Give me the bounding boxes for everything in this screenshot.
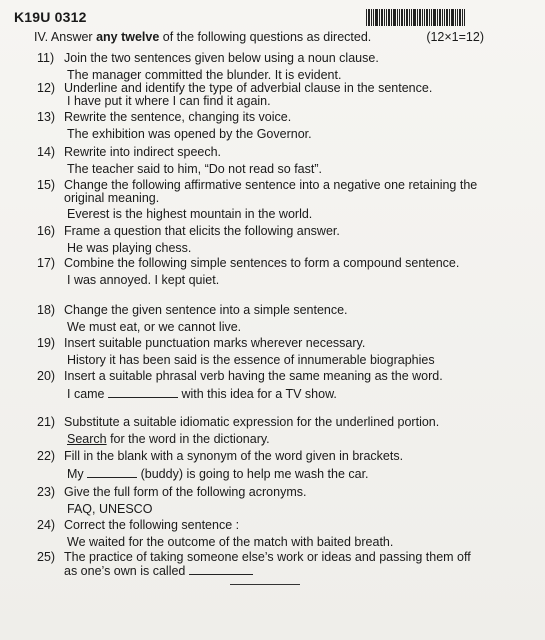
question-number: 20) xyxy=(37,369,56,383)
barcode-bar xyxy=(457,9,458,26)
example-post: for the word in the dictionary. xyxy=(106,431,270,446)
question-23 xyxy=(37,485,484,516)
question-example: The exhibition was opened by the Governor. xyxy=(67,126,312,141)
question-text xyxy=(64,551,484,577)
barcode-bar xyxy=(451,9,454,26)
barcode-bar xyxy=(464,9,465,26)
barcode-bar xyxy=(449,9,450,26)
barcode-bar xyxy=(404,9,405,26)
question-number: 13) xyxy=(37,110,56,124)
barcode-bar xyxy=(433,9,436,26)
question-text: Correct the following sentence : xyxy=(64,518,240,532)
barcode-bar xyxy=(424,9,425,26)
question-example: I have put it where I can find it again. xyxy=(67,93,271,108)
question-text: Rewrite the sentence, changing its voice. xyxy=(64,110,292,124)
question-25 xyxy=(37,550,484,578)
example-post: with this idea for a TV show. xyxy=(178,386,337,401)
question-number: 19) xyxy=(37,336,56,350)
end-rule xyxy=(230,584,300,585)
barcode-bar xyxy=(399,9,400,26)
question-21 xyxy=(37,415,484,446)
question-20 xyxy=(37,369,484,401)
question-11 xyxy=(37,51,484,82)
barcode-bar xyxy=(417,9,418,26)
question-number: 14) xyxy=(37,145,56,159)
barcode-bar xyxy=(375,9,378,26)
question-number: 12) xyxy=(37,81,56,95)
barcode-bar xyxy=(444,9,445,26)
barcode-bar xyxy=(401,9,403,26)
question-25-text: The practice of taking someone else’s work or ideas and passing them off as one’s own is called xyxy=(64,550,471,578)
question-example: FAQ, UNESCO xyxy=(67,501,153,516)
question-15 xyxy=(37,178,484,221)
section-heading xyxy=(34,30,484,44)
barcode-bar xyxy=(368,9,370,26)
barcode-bar xyxy=(411,9,412,26)
question-example xyxy=(67,433,484,446)
question-number: 15) xyxy=(37,178,56,192)
barcode-bar xyxy=(442,9,443,26)
question-example: The manager committed the blunder. It is evident. xyxy=(67,67,342,82)
section-instruction-bold: any twelve xyxy=(96,30,160,44)
question-number: 23) xyxy=(37,485,56,499)
question-example: History it has been said is the essence of innumerable biographies xyxy=(67,352,435,367)
question-text: Fill in the blank with a synonym of the word given in brackets. xyxy=(64,449,404,463)
barcode-bar xyxy=(391,9,392,26)
example-pre: My xyxy=(67,466,88,481)
question-example: The teacher said to him, “Do not read so fast”. xyxy=(67,161,322,176)
question-19 xyxy=(37,336,484,367)
barcode-bar xyxy=(373,9,374,26)
barcode-bar xyxy=(384,9,385,26)
question-17 xyxy=(37,256,484,287)
question-text: Rewrite into indirect speech. xyxy=(64,145,222,159)
section-marks: (12×1=12) xyxy=(426,30,484,44)
question-text: Combine the following simple sentences to form a compound sentence. xyxy=(64,256,460,270)
question-text: Underline and identify the type of adverbial clause in the sentence. xyxy=(64,81,433,95)
barcode xyxy=(366,9,478,26)
barcode-bar xyxy=(406,9,408,26)
question-24 xyxy=(37,518,484,549)
question-number: 11) xyxy=(37,51,55,65)
question-13 xyxy=(37,110,484,141)
barcode-bar xyxy=(426,9,428,26)
question-text: Change the following affirmative sentence into a negative one retaining the original meaning. xyxy=(64,178,478,205)
question-number: 16) xyxy=(37,224,56,238)
question-16 xyxy=(37,224,484,255)
barcode-bar xyxy=(459,9,461,26)
paper-code: K19U 0312 xyxy=(14,9,87,25)
question-example xyxy=(67,467,484,481)
barcode-bar xyxy=(419,9,421,26)
question-18 xyxy=(37,303,484,334)
question-22 xyxy=(37,449,484,481)
barcode-bar xyxy=(413,9,416,26)
barcode-bar xyxy=(462,9,463,26)
answer-blank xyxy=(189,564,253,575)
section-instruction-pre: IV. Answer xyxy=(34,30,97,44)
barcode-bar xyxy=(422,9,423,26)
question-number: 18) xyxy=(37,303,56,317)
question-example: We waited for the outcome of the match with baited breath. xyxy=(67,534,394,549)
question-text: Insert a suitable phrasal verb having the same meaning as the word. xyxy=(64,369,443,383)
barcode-bar xyxy=(381,9,383,26)
barcode-bar xyxy=(371,9,372,26)
question-text: Give the full form of the following acronyms. xyxy=(64,485,307,499)
barcode-bar xyxy=(446,9,448,26)
answer-blank xyxy=(108,387,178,398)
question-example: Everest is the highest mountain in the world. xyxy=(67,207,313,221)
question-12 xyxy=(37,81,484,108)
question-text: Insert suitable punctuation marks wherever necessary. xyxy=(64,336,366,350)
barcode-bar xyxy=(429,9,430,26)
question-example xyxy=(67,387,484,401)
question-example: We must eat, or we cannot live. xyxy=(67,319,242,334)
example-post: (buddy) is going to help me wash the car. xyxy=(137,466,369,481)
barcode-bar xyxy=(437,9,438,26)
question-number: 22) xyxy=(37,449,56,463)
question-14 xyxy=(37,145,484,176)
question-number: 21) xyxy=(37,415,56,429)
barcode-bar xyxy=(431,9,432,26)
barcode-bar xyxy=(366,9,367,26)
question-number: 24) xyxy=(37,518,56,532)
barcode-bar xyxy=(439,9,441,26)
question-example: I was annoyed. I kept quiet. xyxy=(67,272,220,287)
example-pre: I came xyxy=(67,386,108,401)
barcode-bar xyxy=(455,9,456,26)
question-number: 17) xyxy=(37,256,56,270)
barcode-bar xyxy=(397,9,398,26)
barcode-bar xyxy=(393,9,396,26)
question-example: He was playing chess. xyxy=(67,240,192,255)
question-text: Frame a question that elicits the following answer. xyxy=(64,224,340,238)
barcode-bar xyxy=(386,9,387,26)
question-text: Join the two sentences given below using a noun clause. xyxy=(64,51,379,65)
question-number: 25) xyxy=(37,550,56,564)
section-instruction-post: of the following questions as directed. xyxy=(159,30,372,44)
barcode-bar xyxy=(388,9,390,26)
barcode-bar xyxy=(379,9,380,26)
question-text: Substitute a suitable idiomatic expression for the underlined portion. xyxy=(64,415,440,429)
question-text: Change the given sentence into a simple sentence. xyxy=(64,303,348,317)
barcode-bar xyxy=(409,9,410,26)
answer-blank xyxy=(87,467,137,478)
underlined-word: Search xyxy=(67,431,107,446)
